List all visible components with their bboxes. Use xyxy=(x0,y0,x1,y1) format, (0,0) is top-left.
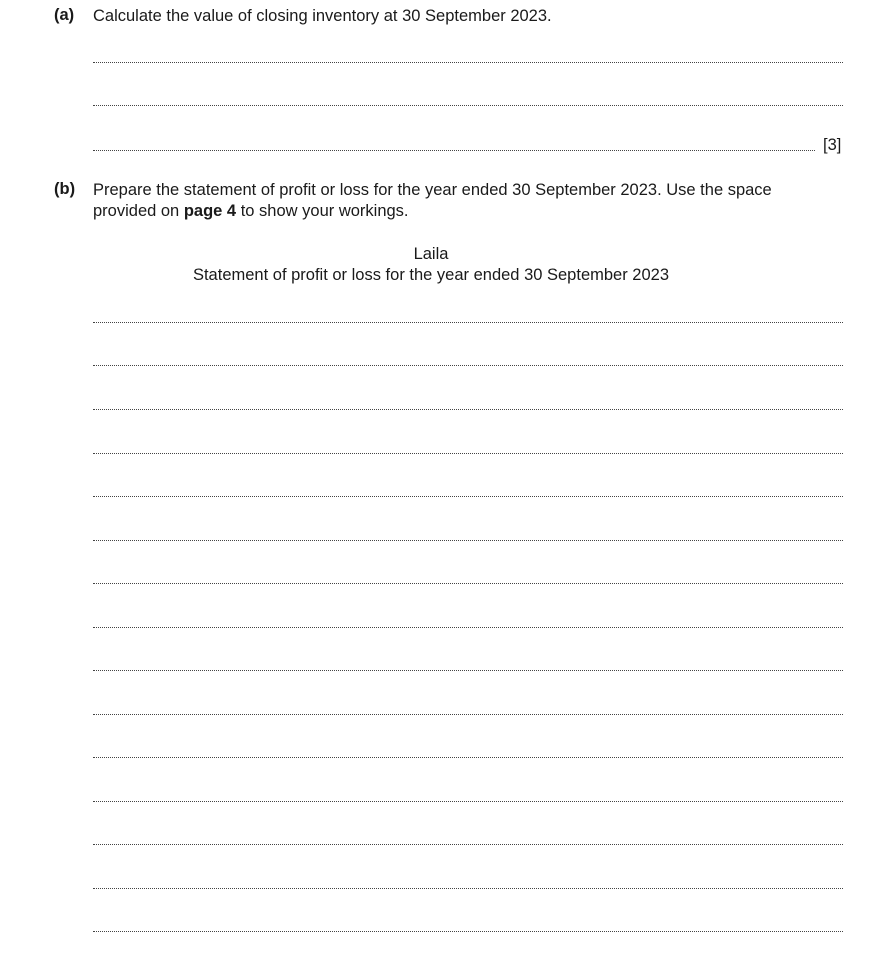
answer-line-b-6[interactable] xyxy=(93,540,843,541)
answer-line-b-3[interactable] xyxy=(93,409,843,410)
answer-line-b-1[interactable] xyxy=(93,322,843,323)
answer-line-b-14[interactable] xyxy=(93,888,843,889)
answer-line-b-13[interactable] xyxy=(93,844,843,845)
part-a-label: (a) xyxy=(54,6,75,24)
part-b-question-line-2 xyxy=(93,201,409,222)
answer-line-b-8[interactable] xyxy=(93,627,843,628)
page-reference: page 4 xyxy=(183,202,237,220)
part-a-question: Calculate the value of closing inventory at 30 September 2023. xyxy=(93,7,552,25)
answer-line-b-2[interactable] xyxy=(93,365,843,366)
part-a-marks: [3] xyxy=(823,136,842,154)
answer-line-b-5[interactable] xyxy=(93,496,843,497)
part-b-question-line-1: Prepare the statement of profit or loss for the year ended 30 September 2023. Use the space xyxy=(93,181,772,199)
answer-line-b-9[interactable] xyxy=(93,670,843,671)
answer-line-b-10[interactable] xyxy=(93,714,843,715)
answer-line-a-3[interactable] xyxy=(93,150,815,151)
answer-line-b-11[interactable] xyxy=(93,757,843,758)
answer-line-a-2[interactable] xyxy=(93,105,843,106)
answer-line-a-1[interactable] xyxy=(93,62,843,63)
part-b-question-line-2-end: to show your workings. xyxy=(236,202,409,220)
statement-entity-name: Laila xyxy=(413,245,449,263)
answer-line-b-7[interactable] xyxy=(93,583,843,584)
answer-line-b-15[interactable] xyxy=(93,931,843,932)
part-b-label: (b) xyxy=(54,180,76,198)
answer-line-b-12[interactable] xyxy=(93,801,843,802)
answer-line-b-4[interactable] xyxy=(93,453,843,454)
part-b-question-line-2-start: provided on xyxy=(93,202,184,220)
statement-title: Statement of profit or loss for the year ended 30 September 2023 xyxy=(192,266,670,284)
